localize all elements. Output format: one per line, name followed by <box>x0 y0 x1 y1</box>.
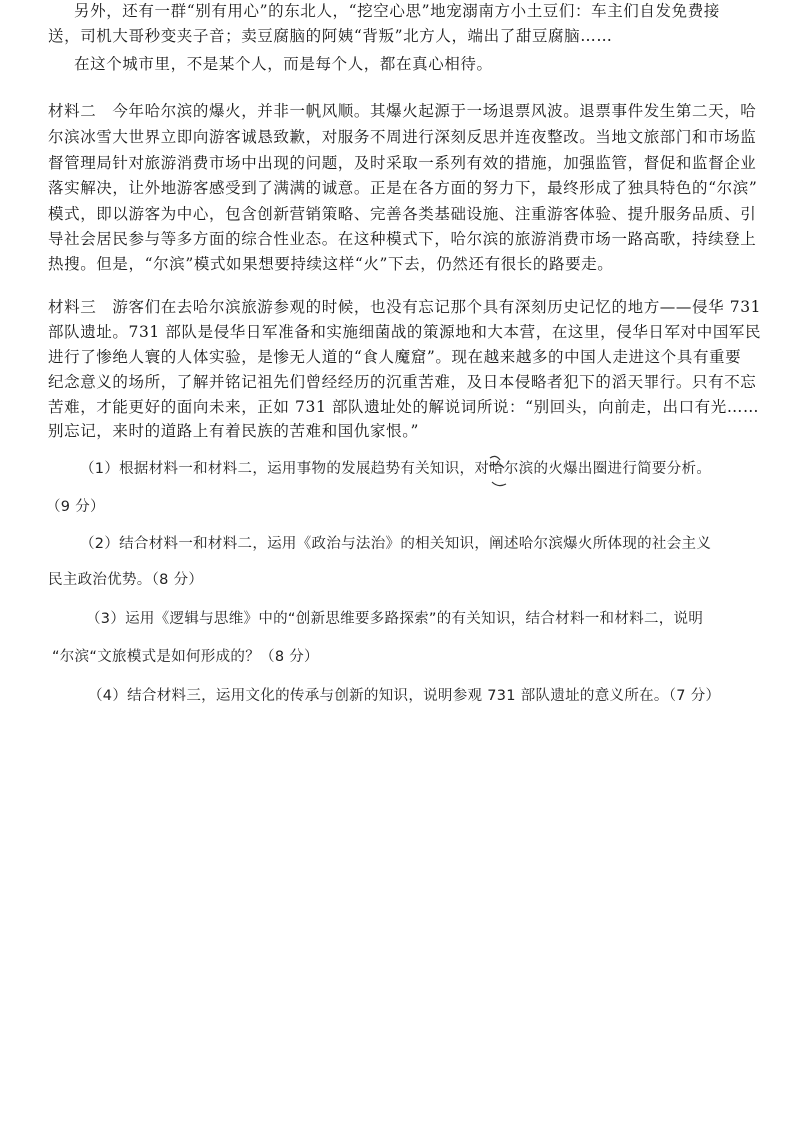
material-three-line-5: 苦难，才能更好的面向未来，正如 731 部队遗址处的解说词所说：“别回头，向前走，出口有光…… <box>48 398 760 416</box>
question-1-line-2: （9 分） <box>46 499 105 515</box>
material-three-line-1: 材料三 游客们在去哈尔滨旅游参观的时候，也没有忘记那个具有深刻历史记忆的地方——侵华 731 <box>48 298 762 316</box>
material-three-line-3: 进行了惨绝人寰的人体实验，是惨无人道的“食人魔窟”。现在越来越多的中国人走进这个具有重要 <box>48 348 742 366</box>
question-2-line-2: 民主政治优势。（8 分） <box>48 572 204 588</box>
material-two-line-3: 督管理局针对旅游消费市场中出现的问题，及时采取一系列有效的措施，加强监管，督促和监督企业 <box>48 154 757 172</box>
material-two-line-2: 尔滨冰雪大世界立即向游客诚恳致歉，对服务不周进行深刻反思并连夜整改。当地文旅部门和市场监 <box>48 128 757 146</box>
question-1-line-1: （1）根据材料一和材料二，运用事物的发展趋势有关知识，对哈尔滨的火爆出圈进行简要分析。 <box>80 461 712 477</box>
material-three-line-4: 纪念意义的场所，了解并铭记祖先们曾经经历的沉重苦难，及日本侵略者犯下的滔天罪行。只有不忘 <box>48 373 757 391</box>
material-three-line-6: 别忘记，来时的道路上有着民族的苦难和国仇家恨。” <box>48 422 420 440</box>
material-one-line-3: 在这个城市里，不是某个人，而是每个人，都在真心相待。 <box>74 55 493 73</box>
material-one-line-1: 另外，还有一群“别有用心”的东北人，“挖空心思”地宠溺南方小土豆们：车主们自发免费接 <box>74 2 720 20</box>
material-three-line-2: 部队遗址。731 部队是侵华日军准备和实施细菌战的策源地和大本营，在这里，侵华日军对中国军民 <box>48 323 762 341</box>
question-2-line-1: （2）结合材料一和材料二，运用《政治与法治》的相关知识，阐述哈尔滨爆火所体现的社会主义 <box>80 536 712 552</box>
material-two-line-5: 模式，即以游客为中心，包含创新营销策略、完善各类基础设施、注重游客体验、提升服务品质、引 <box>48 205 757 223</box>
pen-mark-icon <box>486 452 510 490</box>
question-3-line-1: （3）运用《逻辑与思维》中的“创新思维要多路探索”的有关知识，结合材料一和材料二，说明 <box>86 611 704 627</box>
question-4-line-1: （4）结合材料三，运用文化的传承与创新的知识，说明参观 731 部队遗址的意义所在。（7 分） <box>88 688 721 704</box>
material-two-line-6: 导社会居民参与等多方面的综合性业态。在这种模式下，哈尔滨的旅游消费市场一路高歌，持续登上 <box>48 230 757 248</box>
material-two-line-7: 热搜。但是，“尔滨”模式如果想要持续这样“火”下去，仍然还有很长的路要走。 <box>48 255 614 273</box>
material-two-line-1: 材料二 今年哈尔滨的爆火，并非一帆风顺。其爆火起源于一场退票风波。退票事件发生第二天，哈 <box>48 102 757 120</box>
material-one-line-2: 送，司机大哥秒变夹子音；卖豆腐脑的阿姨“背叛”北方人，端出了甜豆腐脑…… <box>48 27 613 45</box>
material-two-line-4: 落实解决，让外地游客感受到了满满的诚意。正是在各方面的努力下，最终形成了独具特色的“尔滨” <box>48 179 758 197</box>
question-3-line-2: “尔滨“文旅模式是如何形成的？（8 分） <box>52 649 319 665</box>
